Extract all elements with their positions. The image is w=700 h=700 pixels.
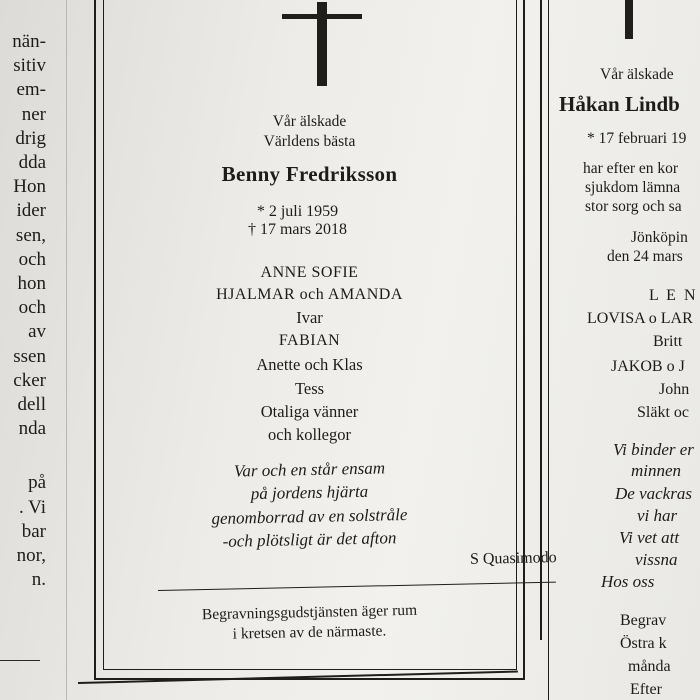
left-line: på [28,472,46,494]
left-line: sitiv [13,55,46,77]
place-date: Jönköpin [631,229,688,246]
left-line: hon [17,273,46,295]
place-date: den 24 mars [607,248,683,265]
adjacent-obituary-notice [525,0,700,700]
left-line: ssen [13,345,46,367]
family-member: LOVISA o LAR [587,310,693,327]
preamble-line: Världens bästa [263,133,356,150]
birth-date: * 17 februari 19 [587,130,687,147]
preamble-line: Vår älskade [272,113,347,130]
left-line: nor, [16,545,46,567]
poem-line: Vi vet att [619,528,680,547]
cross-icon [625,0,633,39]
preamble-line: Vår älskade [600,66,674,83]
funeral-info: i kretsen av de närmaste. [232,622,387,643]
family-member: ANNE SOFIE [260,264,359,281]
column-divider [0,660,40,661]
left-line: dda [18,152,46,174]
left-column-text [0,30,46,592]
left-line: . Vi [18,496,46,518]
poem-line: Var och en står ensam [233,458,386,481]
funeral-info: Begravningsgudstjänsten äger rum [201,601,418,624]
poem-line: minnen [631,461,682,480]
poem-line: Hos oss [601,572,655,591]
family-member: Tess [294,379,325,398]
family-member: Ivar [296,308,323,327]
poem-line: vi har [637,506,678,525]
family-member: FABIAN [278,332,341,349]
obituary-notice [94,0,557,680]
family-member: John [659,381,690,398]
left-line: ider [16,200,46,222]
notice-text: har efter en kor [583,160,679,177]
poem-line: på jordens hjärta [250,481,369,504]
left-line: ner [21,103,46,125]
left-line: cker [13,369,46,391]
left-line: bar [21,520,46,542]
funeral-info: månda [628,658,671,675]
left-line: dell [17,394,46,416]
deceased-name: Håkan Lindb [559,92,680,116]
family-member: HJALMAR och AMANDA [216,286,403,303]
funeral-info: Östra k [620,635,667,652]
funeral-info: Begrav [620,612,667,629]
poem-line: genomborrad av en solstråle [211,504,408,529]
poem-line: vissna [635,550,678,569]
left-line: em- [16,79,46,101]
poem-line: Vi binder er [613,440,694,459]
column-gutter-line [66,0,67,700]
family-member: Britt [653,333,683,350]
family-member: och kollegor [268,425,351,444]
poem-line: De vackras [615,484,692,503]
left-line: och [18,248,46,270]
poem-line: -och plötsligt är det afton [222,528,397,551]
deceased-name: Benny Fredriksson [221,162,398,186]
family-member: Otaliga vänner [260,402,359,421]
notice-text: sjukdom lämna [585,179,681,196]
funeral-info: Efter [630,681,662,698]
poem-author: S Quasimodo [469,549,557,568]
birth-date: * 2 juli 1959 [256,203,339,220]
left-line: sen, [15,224,46,246]
family-member: L E N [649,287,698,304]
family-member: JAKOB o J [611,358,685,375]
left-line: och [18,297,46,319]
death-date: † 17 mars 2018 [247,221,348,238]
left-line: nda [18,418,46,440]
left-line: nän- [12,31,46,52]
left-line: Hon [13,176,46,198]
family-member: Anette och Klas [256,355,363,374]
left-line: drig [15,127,46,149]
notice-text: stor sorg och sa [585,198,682,215]
left-line: n. [31,569,46,591]
left-line: av [28,321,46,343]
family-member: Släkt oc [637,404,689,421]
